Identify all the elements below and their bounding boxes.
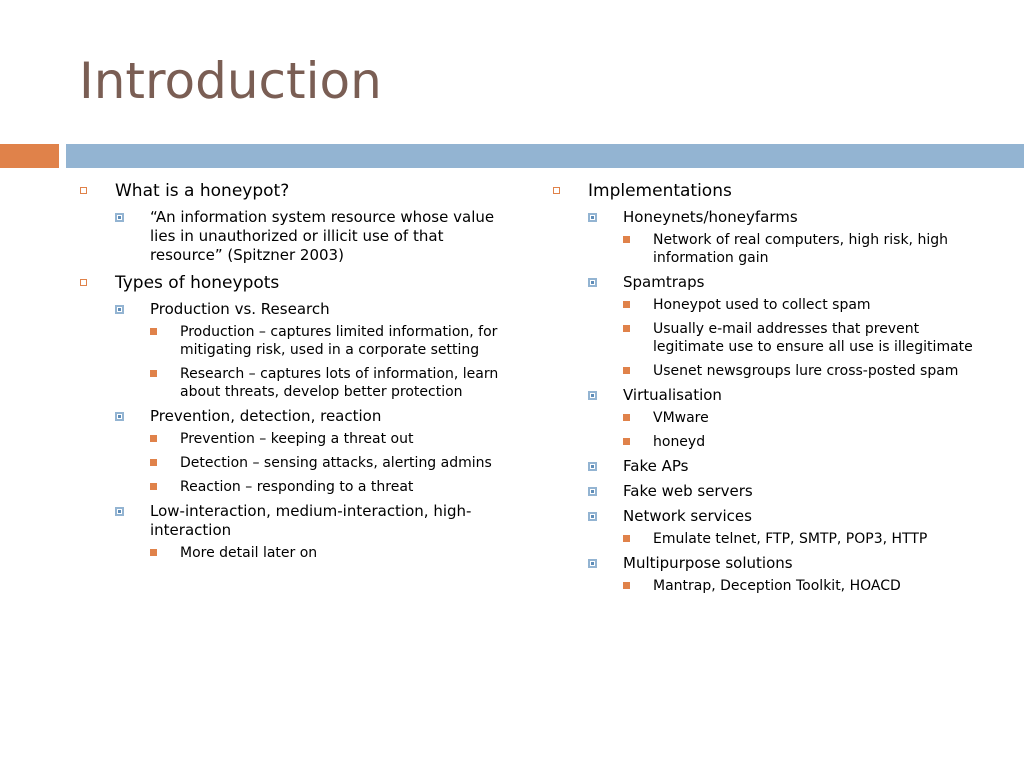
bullet-level-3 xyxy=(623,530,993,548)
hollow-square-bullet-icon xyxy=(80,279,87,286)
filled-square-bullet-icon xyxy=(150,370,157,377)
left-bullet-list xyxy=(80,180,500,562)
bullet-text: Production vs. Research xyxy=(150,300,330,318)
boxed-square-bullet-icon xyxy=(588,487,597,496)
filled-square-bullet-icon xyxy=(623,438,630,445)
boxed-square-bullet-icon xyxy=(588,391,597,400)
bullet-level-3 xyxy=(150,430,500,448)
bullet-text: Production – captures limited information, for mitigating risk, used in a corporate setting xyxy=(180,324,498,358)
bullet-text: Mantrap, Deception Toolkit, HOACD xyxy=(653,578,901,594)
sub-sub-bullet-list xyxy=(150,323,500,401)
bullet-level-3 xyxy=(150,365,500,401)
bullet-text: Network of real computers, high risk, high information gain xyxy=(653,232,948,266)
filled-square-bullet-icon xyxy=(623,325,630,332)
filled-square-bullet-icon xyxy=(150,459,157,466)
boxed-square-bullet-icon xyxy=(588,213,597,222)
bullet-level-2 xyxy=(115,407,500,496)
filled-square-bullet-icon xyxy=(623,367,630,374)
boxed-square-bullet-icon xyxy=(588,559,597,568)
bullet-level-3 xyxy=(623,433,993,451)
bullet-level-1 xyxy=(553,180,993,595)
bullet-text: honeyd xyxy=(653,434,706,450)
bullet-level-2 xyxy=(588,273,993,380)
sub-sub-bullet-list xyxy=(150,544,500,562)
boxed-square-bullet-icon xyxy=(588,512,597,521)
bullet-text: Prevention, detection, reaction xyxy=(150,407,382,425)
sub-sub-bullet-list xyxy=(623,296,993,380)
bullet-level-3 xyxy=(150,323,500,359)
bullet-level-2 xyxy=(115,208,500,265)
bullet-level-3 xyxy=(623,409,993,427)
boxed-square-bullet-icon xyxy=(115,213,124,222)
sub-bullet-list xyxy=(115,208,500,265)
bullet-level-3 xyxy=(150,454,500,472)
bullet-text: Spamtraps xyxy=(623,273,705,291)
bullet-level-2 xyxy=(588,386,993,451)
boxed-square-bullet-icon xyxy=(588,278,597,287)
left-column xyxy=(80,180,500,569)
sub-sub-bullet-list xyxy=(623,577,993,595)
bullet-text: Low-interaction, medium-interaction, high-interaction xyxy=(150,502,472,539)
bullet-level-2 xyxy=(115,300,500,401)
bullet-level-2 xyxy=(115,502,500,562)
bullet-text: Usually e-mail addresses that prevent legitimate use to ensure all use is illegitimate xyxy=(653,321,973,355)
bullet-text: VMware xyxy=(653,410,709,426)
sub-sub-bullet-list xyxy=(623,409,993,451)
right-bullet-list xyxy=(553,180,993,595)
bullet-text: Fake APs xyxy=(623,457,689,475)
title-accent-bar-orange xyxy=(0,144,59,168)
hollow-square-bullet-icon xyxy=(553,187,560,194)
bullet-text: Network services xyxy=(623,507,752,525)
bullet-level-3 xyxy=(623,577,993,595)
bullet-level-3 xyxy=(150,544,500,562)
filled-square-bullet-icon xyxy=(150,328,157,335)
filled-square-bullet-icon xyxy=(623,301,630,308)
filled-square-bullet-icon xyxy=(150,549,157,556)
boxed-square-bullet-icon xyxy=(588,462,597,471)
bullet-text: Reaction – responding to a threat xyxy=(180,479,414,495)
bullet-text: Usenet newsgroups lure cross-posted spam xyxy=(653,363,959,379)
boxed-square-bullet-icon xyxy=(115,507,124,516)
sub-sub-bullet-list xyxy=(623,231,993,267)
bullet-level-3 xyxy=(623,296,993,314)
bullet-text: Fake web servers xyxy=(623,482,753,500)
filled-square-bullet-icon xyxy=(150,483,157,490)
bullet-text: “An information system resource whose value lies in unauthorized or illicit use of that resource” (Spitzner 2003) xyxy=(150,208,495,264)
bullet-level-1 xyxy=(80,272,500,562)
bullet-text: More detail later on xyxy=(180,545,318,561)
sub-bullet-list xyxy=(588,208,993,595)
bullet-text: Virtualisation xyxy=(623,386,722,404)
sub-bullet-list xyxy=(115,300,500,562)
bullet-level-2 xyxy=(588,208,993,267)
bullet-text: Multipurpose solutions xyxy=(623,554,793,572)
bullet-text: Detection – sensing attacks, alerting admins xyxy=(180,455,492,471)
bullet-text: Prevention – keeping a threat out xyxy=(180,431,414,447)
bullet-level-2 xyxy=(588,507,993,548)
sub-sub-bullet-list xyxy=(150,430,500,496)
filled-square-bullet-icon xyxy=(623,414,630,421)
filled-square-bullet-icon xyxy=(623,582,630,589)
right-column xyxy=(553,180,993,602)
bullet-level-3 xyxy=(150,478,500,496)
bullet-text: Research – captures lots of information, learn about threats, develop better protection xyxy=(180,366,499,400)
bullet-level-3 xyxy=(623,320,993,356)
hollow-square-bullet-icon xyxy=(80,187,87,194)
bullet-text: Implementations xyxy=(588,181,732,201)
bullet-text: Honeynets/honeyfarms xyxy=(623,208,798,226)
sub-sub-bullet-list xyxy=(623,530,993,548)
slide-title: Introduction xyxy=(79,52,382,110)
filled-square-bullet-icon xyxy=(623,236,630,243)
title-accent-bar-blue xyxy=(66,144,1024,168)
boxed-square-bullet-icon xyxy=(115,305,124,314)
bullet-text: Types of honeypots xyxy=(115,273,280,293)
bullet-level-3 xyxy=(623,231,993,267)
bullet-level-2 xyxy=(588,554,993,595)
bullet-level-3 xyxy=(623,362,993,380)
boxed-square-bullet-icon xyxy=(115,412,124,421)
bullet-text: What is a honeypot? xyxy=(115,181,290,201)
bullet-level-1 xyxy=(80,180,500,265)
bullet-level-2 xyxy=(588,482,993,501)
bullet-text: Emulate telnet, FTP, SMTP, POP3, HTTP xyxy=(653,531,928,547)
bullet-level-2 xyxy=(588,457,993,476)
filled-square-bullet-icon xyxy=(150,435,157,442)
bullet-text: Honeypot used to collect spam xyxy=(653,297,871,313)
filled-square-bullet-icon xyxy=(623,535,630,542)
